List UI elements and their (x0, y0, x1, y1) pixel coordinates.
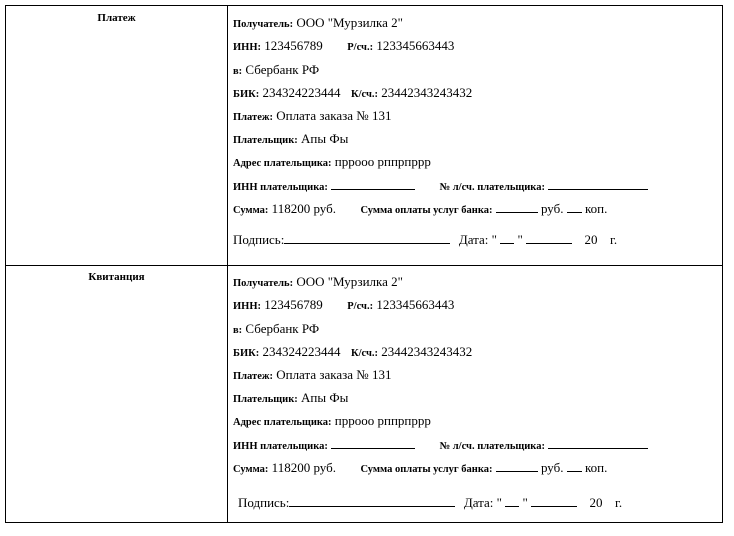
signature-row (233, 231, 617, 248)
year-suffix: г. (610, 232, 618, 247)
inn-row (233, 38, 454, 56)
payer-inn-label: ИНН плательщика: (233, 441, 328, 452)
recipient-row (233, 15, 403, 33)
payer-address-value: прроoo рппрпррр (334, 154, 431, 169)
year-value: 20 (589, 495, 603, 510)
payer-inn-label: ИНН плательщика: (233, 182, 328, 193)
account-label: Р/сч.: (347, 301, 374, 312)
column-divider (227, 6, 228, 522)
rub-label: руб. (540, 460, 564, 475)
payment-label: Платеж: (233, 112, 273, 123)
payer-inn-row (233, 436, 648, 455)
month-blank (526, 231, 572, 244)
bank-label: в: (233, 66, 243, 77)
bank-fee-label: Сумма оплаты услуг банка: (360, 205, 493, 216)
payer-label: Плательщик: (233, 135, 298, 146)
bik-label: БИК: (233, 89, 260, 100)
payment-value: Оплата заказа № 131 (276, 108, 392, 123)
date-quote: " (522, 495, 528, 510)
row-divider (6, 265, 722, 266)
payer-account-label: № л/сч. плательщика: (439, 441, 545, 452)
year-value: 20 (584, 232, 598, 247)
payer-address-row (233, 413, 431, 431)
kop-label: коп. (585, 201, 608, 216)
bank-fee-label: Сумма оплаты услуг банка: (360, 464, 493, 475)
sum-row (233, 200, 607, 219)
bank-fee-rub-blank (496, 200, 538, 213)
day-blank (505, 494, 519, 507)
inn-label: ИНН: (233, 301, 261, 312)
inn-value: 123456789 (264, 38, 323, 53)
month-blank (531, 494, 577, 507)
corr-value: 23442343243432 (381, 85, 473, 100)
sum-value: 118200 руб. (271, 201, 336, 216)
signature-blank (289, 494, 455, 507)
sum-value: 118200 руб. (271, 460, 336, 475)
payer-row (233, 390, 348, 408)
corr-label: К/сч.: (350, 89, 379, 100)
date-quote: " (517, 232, 523, 247)
day-blank (500, 231, 514, 244)
signature-label: Подпись: (238, 495, 290, 510)
payer-address-value: прроoo рппрпррр (334, 413, 431, 428)
payment-row (233, 108, 391, 126)
kop-label: коп. (585, 460, 608, 475)
bank-value: Сбербанк РФ (245, 62, 320, 77)
date-label: Дата: " (463, 495, 502, 510)
bank-value: Сбербанк РФ (245, 321, 320, 336)
rub-label: руб. (540, 201, 564, 216)
bik-row (233, 85, 472, 103)
payer-inn-blank (331, 177, 415, 190)
payment-row (233, 367, 391, 385)
year-suffix: г. (615, 495, 623, 510)
form-table (5, 5, 723, 523)
recipient-row (233, 274, 403, 292)
payer-label: Плательщик: (233, 394, 298, 405)
payer-row (233, 131, 348, 149)
signature-label: Подпись: (233, 232, 285, 247)
section-label-receipt: Квитанция (88, 271, 145, 283)
payer-value: Апы Фы (301, 131, 349, 146)
inn-value: 123456789 (264, 297, 323, 312)
payment-label: Платеж: (233, 371, 273, 382)
corr-label: К/сч.: (350, 348, 379, 359)
payer-address-label: Адрес плательщика: (233, 158, 332, 169)
recipient-value: ООО "Мурзилка 2" (296, 15, 403, 30)
bank-row (233, 62, 319, 80)
bank-label: в: (233, 325, 243, 336)
signature-blank (284, 231, 450, 244)
bik-label: БИК: (233, 348, 260, 359)
bank-fee-rub-blank (496, 459, 538, 472)
section-label-payment: Платеж (97, 12, 136, 24)
account-value: 123345663443 (376, 38, 455, 53)
payer-inn-row (233, 177, 648, 196)
bank-fee-kop-blank (567, 200, 582, 213)
bik-value: 234324223444 (262, 344, 341, 359)
sum-row (233, 459, 607, 478)
account-label: Р/сч.: (347, 42, 374, 53)
recipient-label: Получатель: (233, 278, 294, 289)
payer-value: Апы Фы (301, 390, 349, 405)
payer-account-blank (548, 436, 648, 449)
payer-inn-blank (331, 436, 415, 449)
sum-label: Сумма: (233, 464, 269, 475)
account-value: 123345663443 (376, 297, 455, 312)
recipient-value: ООО "Мурзилка 2" (296, 274, 403, 289)
corr-value: 23442343243432 (381, 344, 473, 359)
recipient-label: Получатель: (233, 19, 294, 30)
date-label: Дата: " (458, 232, 497, 247)
sum-label: Сумма: (233, 205, 269, 216)
payer-account-blank (548, 177, 648, 190)
payer-account-label: № л/сч. плательщика: (439, 182, 545, 193)
bik-row (233, 344, 472, 362)
inn-row (233, 297, 454, 315)
signature-row (238, 494, 622, 511)
bank-fee-kop-blank (567, 459, 582, 472)
bik-value: 234324223444 (262, 85, 341, 100)
inn-label: ИНН: (233, 42, 261, 53)
payer-address-row (233, 154, 431, 172)
payment-value: Оплата заказа № 131 (276, 367, 392, 382)
payer-address-label: Адрес плательщика: (233, 417, 332, 428)
bank-row (233, 321, 319, 339)
